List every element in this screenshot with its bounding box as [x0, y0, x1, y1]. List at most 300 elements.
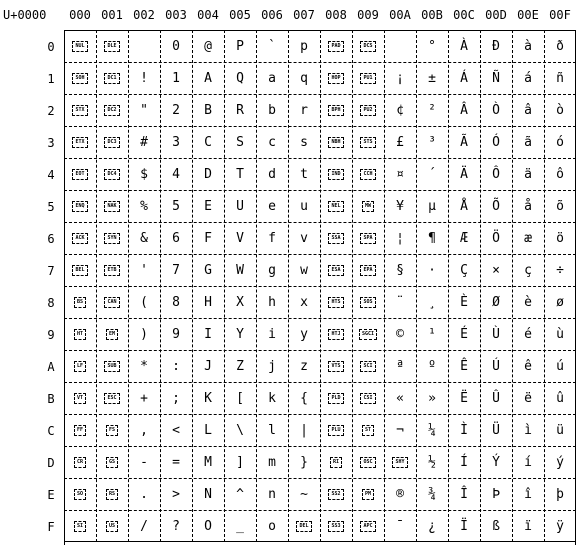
glyph: 4	[172, 166, 180, 182]
glyph-cell	[128, 30, 160, 62]
control-character-cell	[352, 126, 384, 158]
glyph: I	[204, 326, 212, 342]
glyph: B	[204, 102, 212, 118]
glyph: 2	[172, 102, 180, 118]
glyph: $	[140, 166, 148, 182]
glyph-cell	[384, 414, 416, 446]
control-code-label: ST	[362, 425, 374, 436]
control-code-label: SS2	[328, 489, 343, 500]
glyph-cell	[544, 126, 576, 158]
glyph: Z	[236, 358, 244, 374]
glyph-cell	[256, 510, 288, 542]
glyph-cell	[416, 382, 448, 414]
row-header: 4	[47, 168, 55, 182]
glyph: ñ	[556, 70, 564, 86]
glyph: Á	[460, 70, 468, 86]
glyph-cell	[192, 222, 224, 254]
glyph: U	[236, 198, 244, 214]
glyph: å	[524, 198, 532, 214]
control-code-label: SYN	[104, 233, 119, 244]
glyph: :	[172, 358, 180, 374]
glyph-cell	[192, 286, 224, 318]
glyph-cell	[192, 158, 224, 190]
row-header: 6	[47, 232, 55, 246]
glyph-cell	[384, 94, 416, 126]
glyph-cell	[416, 30, 448, 62]
control-code-label: DCS	[360, 41, 375, 52]
control-code-label: SI	[74, 521, 86, 532]
glyph: ¢	[396, 102, 404, 118]
glyph: Q	[236, 70, 244, 86]
glyph: @	[204, 38, 212, 54]
glyph: Ï	[460, 518, 468, 534]
glyph-cell	[160, 350, 192, 382]
column-header: 00A	[389, 8, 411, 22]
glyph: ?	[172, 518, 180, 534]
glyph-cell	[224, 158, 256, 190]
glyph-cell	[544, 382, 576, 414]
control-code-label: BEL	[72, 265, 87, 276]
glyph: x	[300, 294, 308, 310]
glyph: ¿	[428, 518, 436, 534]
control-code-label: PLD	[328, 393, 343, 404]
glyph: 1	[172, 70, 180, 86]
glyph-cell	[160, 318, 192, 350]
glyph-cell	[256, 158, 288, 190]
glyph: Ì	[460, 422, 468, 438]
column-header: 00B	[421, 8, 443, 22]
column-header: 009	[357, 8, 379, 22]
glyph: ÷	[556, 262, 564, 278]
control-character-cell	[352, 382, 384, 414]
control-code-label: NBH	[328, 137, 343, 148]
glyph-cell	[288, 286, 320, 318]
glyph: °	[428, 38, 436, 54]
glyph-cell	[416, 510, 448, 542]
glyph: F	[204, 230, 212, 246]
glyph-cell	[416, 126, 448, 158]
glyph: «	[396, 390, 404, 406]
glyph-cell	[192, 94, 224, 126]
control-character-cell	[320, 62, 352, 94]
control-code-label: NUL	[72, 41, 87, 52]
control-character-cell	[320, 446, 352, 478]
glyph: D	[204, 166, 212, 182]
control-code-label: PU1	[360, 73, 375, 84]
glyph: Ä	[460, 166, 468, 182]
control-character-cell	[320, 94, 352, 126]
glyph: b	[268, 102, 276, 118]
row-header: 8	[47, 296, 55, 310]
glyph: q	[300, 70, 308, 86]
glyph: ë	[524, 390, 532, 406]
control-character-cell	[352, 62, 384, 94]
glyph-cell	[160, 510, 192, 542]
glyph-cell	[480, 446, 512, 478]
control-code-label: BS	[74, 297, 86, 308]
glyph-cell	[512, 286, 544, 318]
glyph-cell	[128, 126, 160, 158]
glyph: ü	[556, 422, 564, 438]
glyph: ~	[300, 486, 308, 502]
glyph: o	[268, 518, 276, 534]
row-header: C	[47, 424, 55, 438]
glyph-cell	[128, 222, 160, 254]
glyph: ·	[428, 262, 436, 278]
glyph: |	[300, 422, 308, 438]
glyph-cell	[256, 222, 288, 254]
glyph-cell	[416, 286, 448, 318]
glyph: è	[524, 294, 532, 310]
glyph-cell	[192, 510, 224, 542]
glyph-cell	[224, 414, 256, 446]
glyph: ¸	[428, 294, 436, 310]
control-code-label: EM	[106, 329, 118, 340]
control-character-cell	[64, 446, 96, 478]
row-header: 5	[47, 200, 55, 214]
control-character-cell	[64, 382, 96, 414]
glyph: n	[268, 486, 276, 502]
glyph-cell	[192, 318, 224, 350]
glyph-cell	[480, 318, 512, 350]
glyph: u	[300, 198, 308, 214]
glyph: ø	[556, 294, 564, 310]
glyph: X	[236, 294, 244, 310]
control-code-label: SOH	[72, 73, 87, 84]
glyph: æ	[524, 230, 532, 246]
glyph-cell	[160, 222, 192, 254]
glyph: A	[204, 70, 212, 86]
glyph-cell	[288, 414, 320, 446]
control-character-cell	[352, 30, 384, 62]
glyph: l	[268, 422, 276, 438]
glyph: %	[140, 198, 148, 214]
column-header: 00F	[549, 8, 571, 22]
glyph: (	[140, 294, 148, 310]
glyph: \	[236, 422, 244, 438]
glyph-cell	[256, 94, 288, 126]
glyph: Ð	[492, 38, 500, 54]
glyph-cell	[128, 350, 160, 382]
control-code-label: STX	[72, 105, 87, 116]
control-code-label: ESC	[104, 393, 119, 404]
glyph-cell	[224, 510, 256, 542]
glyph: ©	[396, 326, 404, 342]
glyph: í	[524, 454, 532, 470]
glyph-cell	[512, 510, 544, 542]
row-header: 7	[47, 264, 55, 278]
control-character-cell	[96, 318, 128, 350]
glyph: M	[204, 454, 212, 470]
glyph-cell	[224, 62, 256, 94]
glyph: 6	[172, 230, 180, 246]
control-character-cell	[96, 350, 128, 382]
glyph: '	[140, 262, 148, 278]
control-code-label: SPA	[360, 233, 375, 244]
column-header: 00C	[453, 8, 475, 22]
glyph-cell	[256, 286, 288, 318]
glyph: a	[268, 70, 276, 86]
glyph-cell	[192, 190, 224, 222]
glyph-cell	[224, 382, 256, 414]
glyph: Û	[492, 390, 500, 406]
glyph: Ü	[492, 422, 500, 438]
glyph: }	[300, 454, 308, 470]
control-character-cell	[352, 190, 384, 222]
glyph: õ	[556, 198, 564, 214]
glyph-cell	[256, 30, 288, 62]
glyph-cell	[448, 382, 480, 414]
control-character-cell	[64, 30, 96, 62]
glyph-cell	[384, 318, 416, 350]
glyph-cell	[544, 94, 576, 126]
glyph: >	[172, 486, 180, 502]
glyph: c	[268, 134, 276, 150]
glyph-cell	[416, 446, 448, 478]
control-code-label: HTJ	[328, 329, 343, 340]
control-character-cell	[64, 190, 96, 222]
glyph: ÿ	[556, 518, 564, 534]
control-character-cell	[96, 158, 128, 190]
control-code-label: SGCI	[359, 329, 377, 340]
control-code-label: ESA	[328, 265, 343, 276]
glyph-cell	[256, 350, 288, 382]
glyph: =	[172, 454, 180, 470]
glyph: §	[396, 262, 404, 278]
control-code-label: MW	[362, 201, 374, 212]
control-code-label: FF	[74, 425, 86, 436]
control-code-label: NEL	[328, 201, 343, 212]
glyph: Ó	[492, 134, 500, 150]
glyph-cell	[192, 478, 224, 510]
control-code-label: ETX	[72, 137, 87, 148]
glyph-cell	[160, 62, 192, 94]
control-code-label: RI	[330, 457, 342, 468]
control-character-cell	[352, 350, 384, 382]
glyph-cell	[544, 318, 576, 350]
row-header: A	[47, 360, 55, 374]
glyph-cell	[384, 478, 416, 510]
control-code-label: NAK	[104, 201, 119, 212]
glyph-cell	[416, 222, 448, 254]
control-character-cell	[320, 126, 352, 158]
glyph: ï	[524, 518, 532, 534]
glyph: ù	[556, 326, 564, 342]
glyph: j	[268, 358, 276, 374]
glyph-cell	[224, 350, 256, 382]
glyph-cell	[288, 446, 320, 478]
control-code-label: SHY	[392, 457, 407, 468]
glyph-cell	[192, 446, 224, 478]
glyph: ,	[140, 422, 148, 438]
glyph: Ý	[492, 454, 500, 470]
row-header: 9	[47, 328, 55, 342]
glyph: Ò	[492, 102, 500, 118]
glyph: Ù	[492, 326, 500, 342]
glyph-cell	[128, 478, 160, 510]
control-character-cell	[96, 254, 128, 286]
glyph-cell	[544, 286, 576, 318]
glyph: N	[204, 486, 212, 502]
glyph: w	[300, 262, 308, 278]
row-header: 1	[47, 72, 55, 86]
control-character-cell	[64, 254, 96, 286]
glyph: »	[428, 390, 436, 406]
control-code-label: LF	[74, 361, 86, 372]
glyph-cell	[256, 446, 288, 478]
glyph: ª	[396, 358, 404, 374]
glyph: )	[140, 326, 148, 342]
glyph-cell	[544, 510, 576, 542]
glyph-cell	[544, 62, 576, 94]
glyph-cell	[256, 254, 288, 286]
glyph: "	[140, 102, 148, 118]
glyph: ±	[428, 70, 436, 86]
glyph-cell	[480, 158, 512, 190]
glyph-cell	[448, 190, 480, 222]
glyph-cell	[256, 126, 288, 158]
glyph: m	[268, 454, 276, 470]
control-character-cell	[64, 510, 96, 542]
glyph-cell	[416, 94, 448, 126]
row-header: 2	[47, 104, 55, 118]
glyph: 7	[172, 262, 180, 278]
glyph-cell	[480, 62, 512, 94]
glyph: È	[460, 294, 468, 310]
glyph-cell	[416, 478, 448, 510]
glyph-cell	[288, 126, 320, 158]
glyph-cell	[512, 158, 544, 190]
column-header: 00D	[485, 8, 507, 22]
control-code-label: OSC	[360, 457, 375, 468]
control-code-label: BPH	[328, 105, 343, 116]
control-code-label: PAD	[328, 41, 343, 52]
glyph-cell	[384, 286, 416, 318]
glyph-cell	[192, 30, 224, 62]
glyph-cell	[512, 94, 544, 126]
control-code-label: SO	[74, 489, 86, 500]
glyph: ç	[524, 262, 532, 278]
glyph: ®	[396, 486, 404, 502]
glyph: *	[140, 358, 148, 374]
glyph: þ	[556, 486, 564, 502]
glyph: ô	[556, 166, 564, 182]
glyph: L	[204, 422, 212, 438]
glyph: ð	[556, 38, 564, 54]
control-character-cell	[96, 446, 128, 478]
glyph: ì	[524, 422, 532, 438]
glyph-cell	[160, 286, 192, 318]
control-character-cell	[96, 382, 128, 414]
glyph-cell	[288, 158, 320, 190]
glyph: `	[268, 38, 276, 54]
glyph-cell	[480, 254, 512, 286]
glyph: Í	[460, 454, 468, 470]
control-character-cell	[320, 350, 352, 382]
glyph-cell	[192, 254, 224, 286]
glyph: g	[268, 262, 276, 278]
glyph-cell	[256, 190, 288, 222]
control-character-cell	[96, 414, 128, 446]
control-character-cell	[320, 414, 352, 446]
control-code-label: APC	[360, 521, 375, 532]
glyph-cell	[416, 62, 448, 94]
glyph: ¬	[396, 422, 404, 438]
glyph-cell	[512, 478, 544, 510]
glyph: º	[428, 358, 436, 374]
glyph: ²	[428, 102, 436, 118]
control-code-label: HTS	[328, 297, 343, 308]
control-code-label: RS	[106, 489, 118, 500]
control-code-label: DC4	[104, 169, 119, 180]
control-character-cell	[96, 126, 128, 158]
glyph-cell	[160, 94, 192, 126]
control-code-label: DC1	[104, 73, 119, 84]
control-character-cell	[352, 510, 384, 542]
glyph: r	[300, 102, 308, 118]
control-code-label: DEL	[296, 521, 311, 532]
control-code-label: STS	[360, 137, 375, 148]
glyph: Ô	[492, 166, 500, 182]
control-code-label: SUB	[104, 361, 119, 372]
control-code-label: DC2	[104, 105, 119, 116]
glyph-cell	[416, 158, 448, 190]
glyph: ö	[556, 230, 564, 246]
glyph-cell	[480, 222, 512, 254]
control-code-label: US	[106, 521, 118, 532]
glyph-cell	[192, 126, 224, 158]
glyph: S	[236, 134, 244, 150]
glyph: [	[236, 390, 244, 406]
glyph-cell	[480, 126, 512, 158]
glyph-cell	[448, 158, 480, 190]
control-code-label: PLU	[328, 425, 343, 436]
column-header: 000	[69, 8, 91, 22]
control-character-cell	[64, 286, 96, 318]
glyph-cell	[128, 510, 160, 542]
control-character-cell	[64, 350, 96, 382]
glyph-cell	[160, 158, 192, 190]
glyph: ×	[492, 262, 500, 278]
glyph: ó	[556, 134, 564, 150]
glyph-cell	[128, 94, 160, 126]
glyph: R	[236, 102, 244, 118]
glyph-cell	[416, 414, 448, 446]
column-header: 004	[197, 8, 219, 22]
glyph-cell	[192, 414, 224, 446]
glyph-cell	[128, 62, 160, 94]
glyph: Ã	[460, 134, 468, 150]
glyph: ¤	[396, 166, 404, 182]
control-character-cell	[352, 446, 384, 478]
glyph-cell	[288, 222, 320, 254]
glyph-cell	[288, 30, 320, 62]
glyph: &	[140, 230, 148, 246]
glyph-cell	[512, 62, 544, 94]
glyph-cell	[160, 30, 192, 62]
glyph-cell	[544, 158, 576, 190]
control-character-cell	[64, 318, 96, 350]
glyph-cell	[256, 478, 288, 510]
glyph: ä	[524, 166, 532, 182]
control-character-cell	[64, 478, 96, 510]
glyph: µ	[428, 198, 436, 214]
glyph: k	[268, 390, 276, 406]
control-code-label: EPA	[360, 265, 375, 276]
control-character-cell	[96, 94, 128, 126]
glyph-cell	[160, 382, 192, 414]
control-code-label: PU2	[360, 105, 375, 116]
